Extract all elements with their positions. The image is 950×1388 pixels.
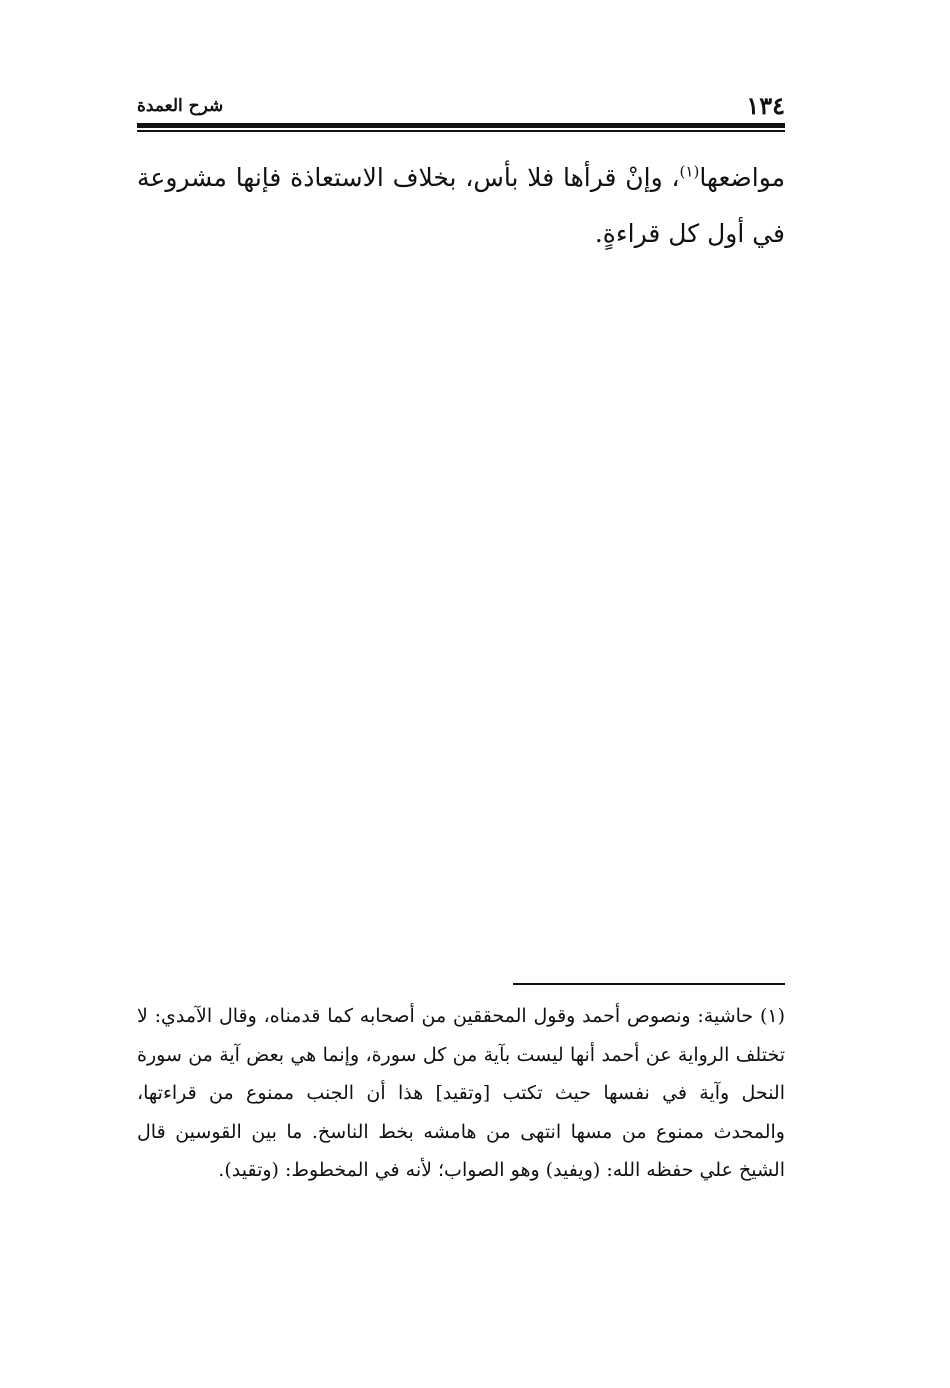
running-title: شرح العمدة <box>137 96 224 116</box>
footnote-1: (١) حاشية: ونصوص أحمد وقول المحققين من أصحابه كما قدمناه، وقال الآمدي: لا تختلف الرواية عن أحمد أنها ليست بآية من كل سورة، وإنما هي بعض آية من سورة النحل وآية في نفسها حيث تكتب [وتقيد] هذا أن الجنب ممنوع من قراءتها، والمحدث ممنوع من مسها انتهى من هامشه بخط الناسخ. ما بين القوسين قال الشيخ علي حفظه الله: (ويفيد) وهو الصواب؛ لأنه في المخطوط: (وتقيد). <box>137 1005 786 1181</box>
page-header <box>137 92 785 120</box>
body-paragraph <box>137 150 785 262</box>
page-number: ١٣٤ <box>746 91 785 120</box>
body-text-start: مواضعها <box>699 163 785 192</box>
footnote-separator <box>513 983 785 985</box>
header-rule-thick <box>137 123 785 128</box>
body-text-rest: ، وإنْ قرأها فلا بأس، بخلاف الاستعاذة فإنها مشروعة في أول كل قراءةٍ. <box>137 163 785 248</box>
header-rule-thin <box>137 130 785 132</box>
footnote-reference: (١) <box>679 162 700 181</box>
